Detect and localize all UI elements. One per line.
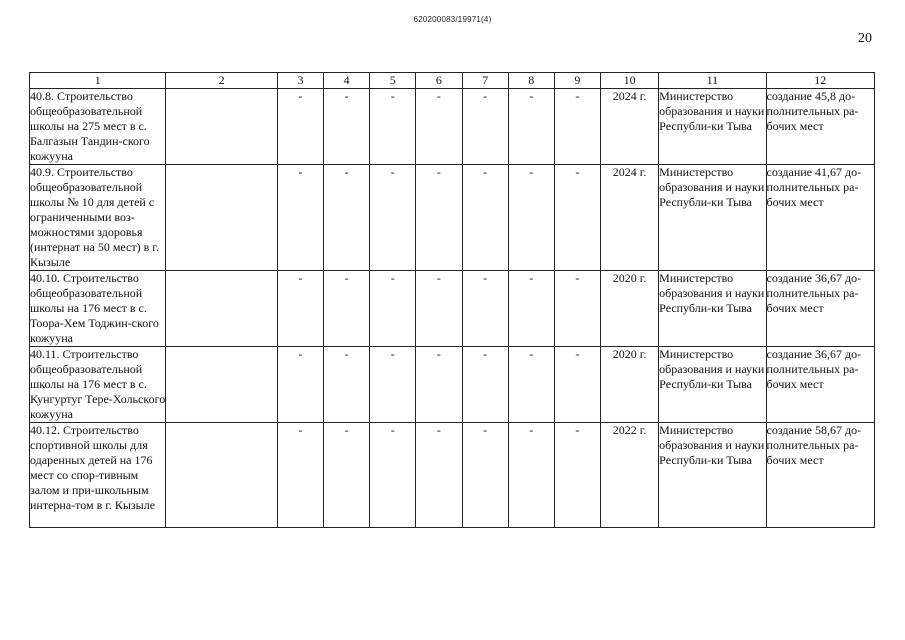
column-header: 10 xyxy=(600,73,658,89)
column-header: 1 xyxy=(30,73,166,89)
responsible-cell: Министерство образования и науки Республи-ки Тыва xyxy=(659,271,766,347)
column-header: 12 xyxy=(766,73,874,89)
table-cell: - xyxy=(416,423,462,528)
measure-description: 40.11. Строительство общеобразовательной школы на 176 мест в с. Кунгуртуг Тере-Хольского кожууна xyxy=(30,347,166,421)
column-header: 6 xyxy=(416,73,462,89)
table-cell: - xyxy=(416,271,462,347)
table-cell: - xyxy=(416,165,462,271)
table-cell: - xyxy=(462,165,508,271)
table-cell: - xyxy=(324,423,370,528)
measure-description: 40.10. Строительство общеобразовательной школы на 176 мест в с. Тоора-Хем Тоджин-ского кожууна xyxy=(30,271,166,347)
table-cell: - xyxy=(324,347,370,423)
table-cell: - xyxy=(324,271,370,347)
table-row xyxy=(30,423,875,528)
table-cell xyxy=(166,89,277,165)
table-cell: - xyxy=(370,347,416,423)
table-row xyxy=(30,347,875,423)
table-cell xyxy=(166,423,277,528)
table-cell: - xyxy=(554,165,600,271)
table-row xyxy=(30,271,875,347)
table-cell: - xyxy=(462,271,508,347)
table-cell xyxy=(166,347,277,423)
measure-description: 40.8. Строительство общеобразовательной школы на 275 мест в с. Балгазын Тандин-ского кожууна xyxy=(30,89,166,165)
column-header: 8 xyxy=(508,73,554,89)
table-cell: - xyxy=(462,89,508,165)
table-cell: - xyxy=(277,271,323,347)
measure-description: 40.9. Строительство общеобразовательной школы № 10 для детей с ограниченными воз-можностями здоровья (интернат на 50 мест) в г. Кызыле xyxy=(30,165,166,271)
table-cell: - xyxy=(508,165,554,271)
table-cell: - xyxy=(370,89,416,165)
result-cell: создание 45,8 до-полнительных ра-бочих мест xyxy=(766,89,874,165)
column-header: 7 xyxy=(462,73,508,89)
table-cell xyxy=(166,271,277,347)
responsible-cell: Министерство образования и науки Республи-ки Тыва xyxy=(659,165,766,271)
table-cell: - xyxy=(508,423,554,528)
column-header: 4 xyxy=(324,73,370,89)
table-cell: - xyxy=(370,423,416,528)
responsible-cell: Министерство образования и науки Республи-ки Тыва xyxy=(659,89,766,165)
table-cell: - xyxy=(508,89,554,165)
table-cell: - xyxy=(277,347,323,423)
table-cell: - xyxy=(554,89,600,165)
document-id: 620200083/19971(4) xyxy=(413,15,492,24)
table-cell: - xyxy=(277,89,323,165)
table-cell: - xyxy=(416,89,462,165)
year-cell: 2020 г. xyxy=(600,347,658,423)
table-cell: - xyxy=(324,165,370,271)
column-header: 5 xyxy=(370,73,416,89)
table-cell: - xyxy=(508,271,554,347)
year-cell: 2020 г. xyxy=(600,271,658,347)
header-row xyxy=(30,73,875,89)
year-cell: 2022 г. xyxy=(600,423,658,528)
result-cell: создание 36,67 до-полнительных ра-бочих мест xyxy=(766,347,874,423)
table-cell: - xyxy=(462,423,508,528)
responsible-cell: Министерство образования и науки Республи-ки Тыва xyxy=(659,423,766,528)
table-cell: - xyxy=(324,89,370,165)
table-row xyxy=(30,165,875,271)
column-header: 9 xyxy=(554,73,600,89)
table-cell: - xyxy=(370,165,416,271)
table-cell xyxy=(166,165,277,271)
table-cell: - xyxy=(416,347,462,423)
program-table xyxy=(29,72,875,528)
measure-description: 40.12. Строительство спортивной школы для одаренных детей на 176 мест со спор-тивным залом и при-школьным интерна-том в г. Кызыле xyxy=(30,423,166,528)
table-cell: - xyxy=(277,165,323,271)
table-cell: - xyxy=(370,271,416,347)
column-header: 3 xyxy=(277,73,323,89)
result-cell: создание 58,67 до-полнительных ра-бочих мест xyxy=(766,423,874,528)
table-cell: - xyxy=(554,271,600,347)
responsible-cell: Министерство образования и науки Республи-ки Тыва xyxy=(659,347,766,423)
result-cell: создание 41,67 до-полнительных ра-бочих мест xyxy=(766,165,874,271)
table-cell: - xyxy=(462,347,508,423)
year-cell: 2024 г. xyxy=(600,165,658,271)
result-cell: создание 36,67 до-полнительных ра-бочих мест xyxy=(766,271,874,347)
table-row xyxy=(30,89,875,165)
column-header: 11 xyxy=(659,73,766,89)
column-header: 2 xyxy=(166,73,277,89)
table-cell: - xyxy=(277,423,323,528)
year-cell: 2024 г. xyxy=(600,89,658,165)
table-cell: - xyxy=(508,347,554,423)
table-cell: - xyxy=(554,347,600,423)
table-cell: - xyxy=(554,423,600,528)
page-number: 20 xyxy=(858,31,872,46)
